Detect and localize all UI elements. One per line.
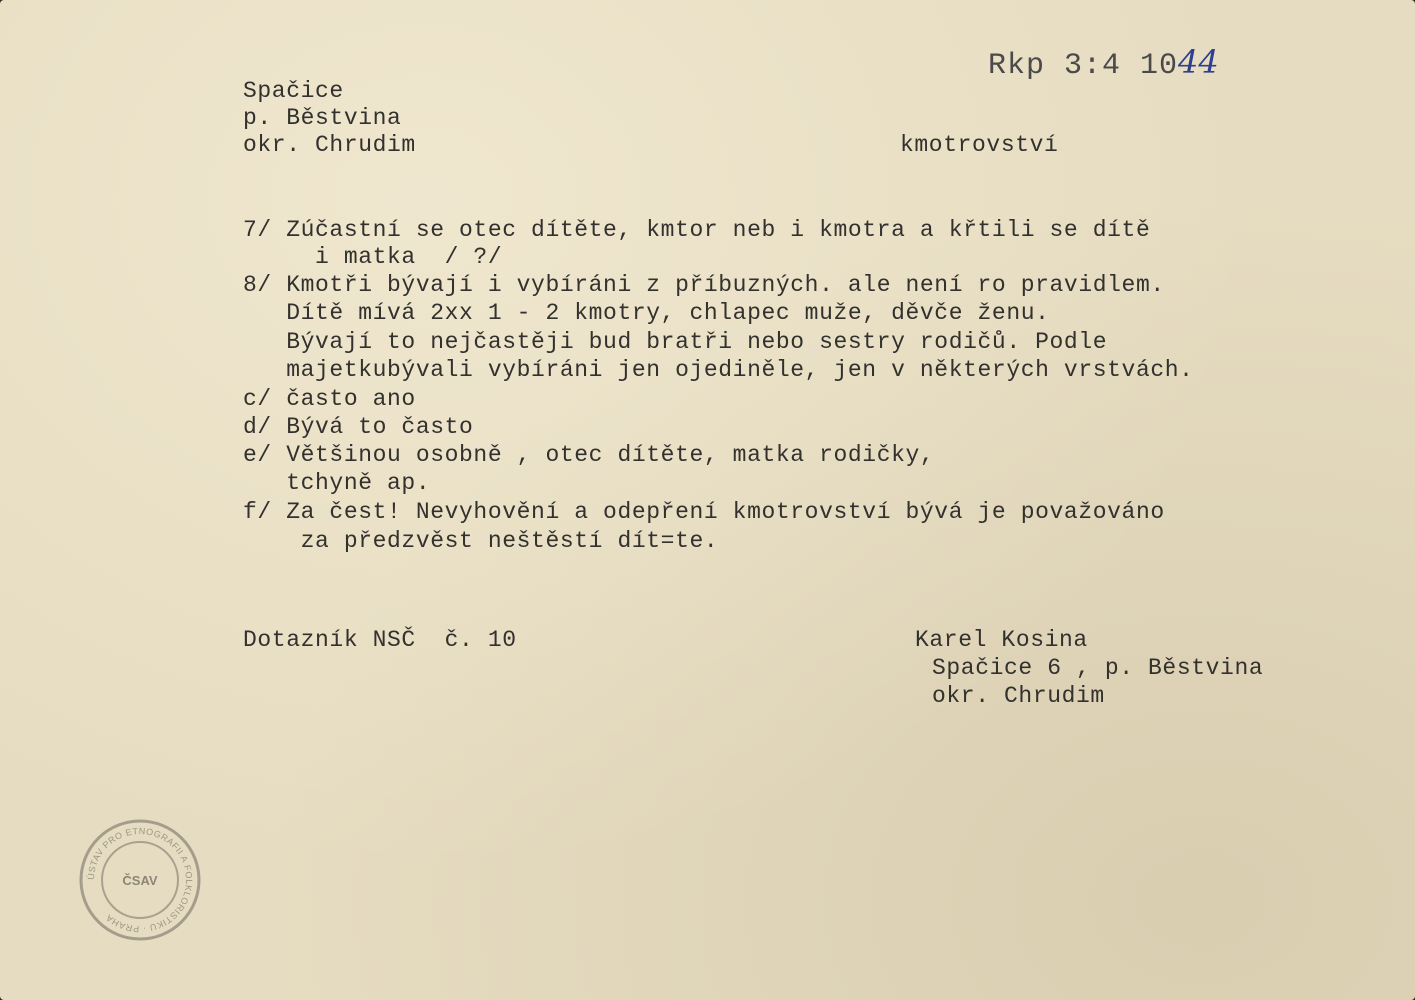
answer-line: za předzvěst neštěstí dít=te.: [243, 528, 719, 554]
answer-line: 8/ Kmotři bývají i vybíráni z příbuzných. ale není ro pravidlem.: [243, 272, 1165, 298]
answer-line: majetkubývali vybíráni jen ojediněle, jen v některých vrstvách.: [243, 357, 1194, 383]
reference-typed: Rkp 3:4 10: [988, 49, 1179, 83]
answer-line: c/ často ano: [243, 386, 416, 412]
reference-handwritten: 44: [1178, 43, 1219, 81]
sender-address-2: okr. Chrudim: [932, 683, 1105, 709]
answer-line: d/ Bývá to často: [243, 414, 474, 440]
questionnaire-number: Dotazník NSČ č. 10: [243, 627, 517, 653]
answer-line: e/ Většinou osobně , otec dítěte, matka rodičky,: [243, 442, 935, 468]
address-line-2: p. Běstvina: [243, 105, 402, 131]
answer-line: i matka / ?/: [243, 244, 503, 270]
address-line-1: Spačice: [243, 78, 344, 104]
answer-line: tchyně ap.: [243, 470, 431, 496]
sender-name: Karel Kosina: [915, 627, 1088, 653]
answer-line: Bývají to nejčastěji bud bratři nebo sestry rodičů. Podle: [243, 329, 1108, 355]
stamp-ring-text: ÚSTAV PRO ETNOGRAFII A FOLKLORISTIKU · PRAHA: [85, 825, 195, 935]
answer-line: f/ Za čest! Nevyhovění a odepření kmotrovství bývá je považováno: [243, 499, 1165, 525]
address-line-3: okr. Chrudim: [243, 132, 416, 158]
sender-address-1: Spačice 6 , p. Běstvina: [932, 655, 1264, 681]
institution-stamp: [78, 818, 202, 942]
answer-line: 7/ Zúčastní se otec dítěte, kmtor neb i kmotra a křtili se dítě: [243, 217, 1151, 243]
stamp-center-text: ČSAV: [122, 873, 158, 888]
answer-line: Dítě mívá 2xx 1 - 2 kmotry, chlapec muže, děvče ženu.: [243, 300, 1050, 326]
topic-heading: kmotrovství: [900, 132, 1059, 158]
archive-reference: [988, 42, 1219, 86]
